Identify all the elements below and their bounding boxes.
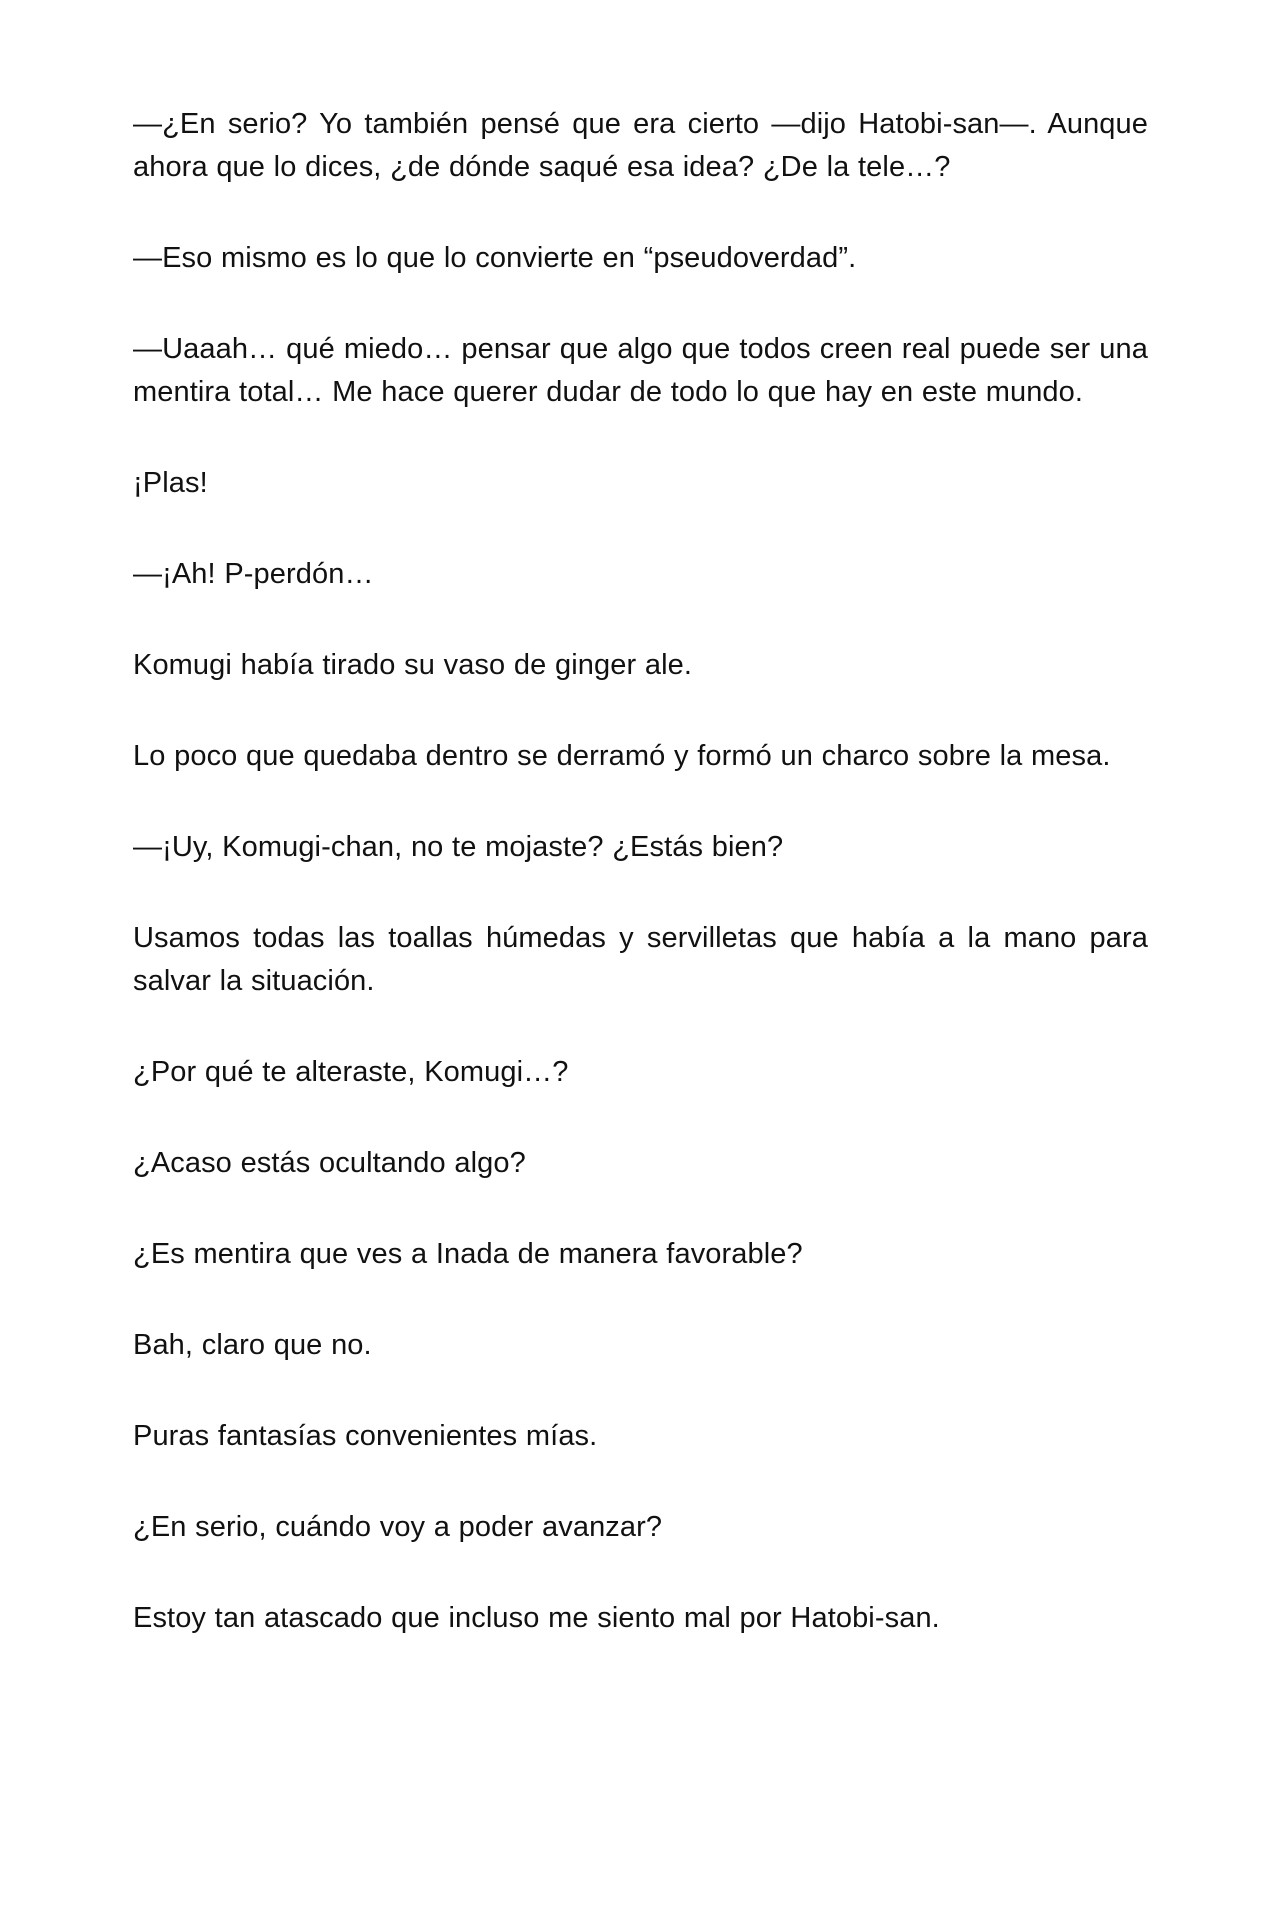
paragraph: ¿Acaso estás ocultando algo? (133, 1147, 526, 1179)
paragraph: Usamos todas las toallas húmedas y servilletas que había a la mano para salvar la situación. (133, 922, 1148, 997)
paragraph: —¿En serio? Yo también pensé que era cierto —dijo Hatobi-san—. Aunque ahora que lo dices, ¿de dónde saqué esa idea? ¿De la tele…? (133, 108, 1148, 183)
paragraph: ¿Es mentira que ves a Inada de manera favorable? (133, 1238, 803, 1270)
paragraph: —¡Ah! P-perdón… (133, 558, 374, 590)
paragraph: ¿Por qué te alteraste, Komugi…? (133, 1056, 569, 1088)
paragraph: —¡Uy, Komugi-chan, no te mojaste? ¿Estás bien? (133, 831, 784, 863)
paragraph: Puras fantasías convenientes mías. (133, 1420, 598, 1452)
paragraph: —Uaaah… qué miedo… pensar que algo que todos creen real puede ser una mentira total… Me hace querer dudar de todo lo que hay en este mundo. (133, 333, 1148, 408)
paragraph: Bah, claro que no. (133, 1329, 372, 1361)
paragraph: Komugi había tirado su vaso de ginger ale. (133, 649, 693, 681)
paragraph: ¿En serio, cuándo voy a poder avanzar? (133, 1511, 663, 1543)
paragraph: Lo poco que quedaba dentro se derramó y formó un charco sobre la mesa. (133, 740, 1111, 772)
paragraph: Estoy tan atascado que incluso me siento mal por Hatobi-san. (133, 1602, 940, 1634)
paragraph: ¡Plas! (133, 467, 208, 499)
paragraph: —Eso mismo es lo que lo convierte en “pseudoverdad”. (133, 242, 857, 274)
